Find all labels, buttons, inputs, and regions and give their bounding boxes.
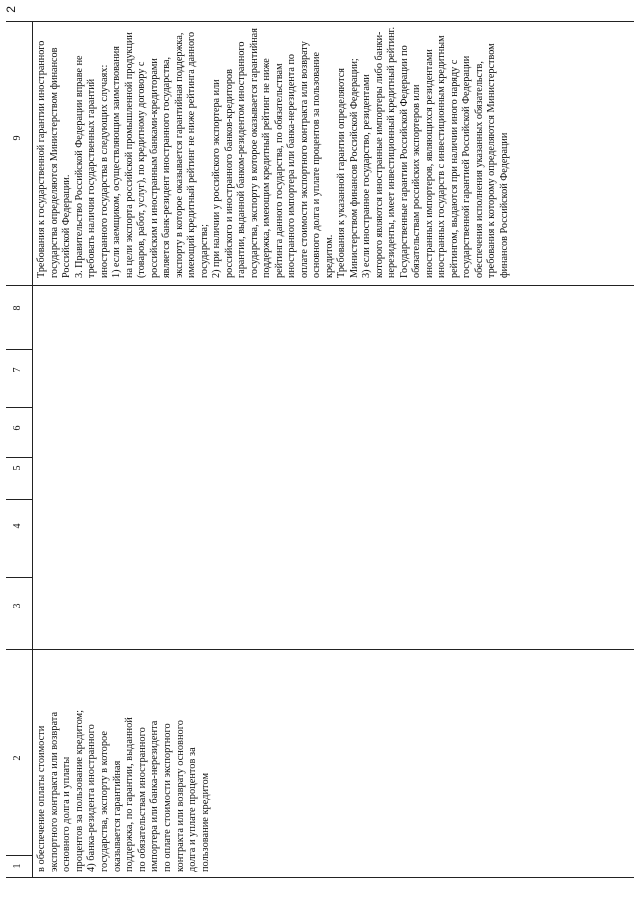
column-number-2: 2 xyxy=(12,755,23,761)
column-divider xyxy=(6,649,634,650)
column-number-6: 6 xyxy=(12,425,23,431)
column-number-3: 3 xyxy=(12,603,23,609)
column-9-text: Требования к государственной гарантии иностранного государства определяются Министерством финансов Российской Федерации. 3. Правительство Российской Федерации вправе не требовать наличия государственных гарантий иностранного государства в следующих случаях: 1) если заемщиком, осуществляющим заимствования на цели экспорта российской промышленной продукции (товаров, работ, услуг), по кредитному договору с российским и иностранным банками-кредиторами является банк-резидент иностранного государства, экспорту в которое оказывается гарантийная поддержка, имеющий кредитный рейтинг не ниже рейтинга данного государства; 2) при наличии у российского экспортера или российского и иностранного банков-кредиторов гарантии, выданной банком-резидентом иностранного государства, экспорту в которое оказывается гарантийная поддержка, имеющим кредитный рейтинг не ниже рейтинга данного государства, по обязательствам иностранного импортера или банка-нерезидента по оплате стоимости экспортного контракта или возврату основного долга и уплате процентов за пользование кредитом. Требования к указанной гарантии определяются Министерством финансов Российской Федерации; 3) если иностранное государство, резидентами которого являются иностранные импортеры либо банки- нерезиденты, имеет инвестиционный кредитный рейтинг. Государственные гарантии Российской Федерации по обязательствам российских экспортеров или иностранных импортеров, являющихся резидентами иностранных государств с инвестиционным кредитным рейтингом, выдаются при наличии иного наряду с государственной гарантией Российской Федерации обеспечения исполнения указанных обязательств, требования к которому определяются Министерством финансов Российской Федерации xyxy=(36,26,510,278)
column-divider xyxy=(6,577,32,578)
column-divider xyxy=(6,499,32,500)
column-divider xyxy=(6,457,32,458)
column-number-4: 4 xyxy=(12,523,23,529)
column-divider xyxy=(6,285,634,286)
column-2-text: в обеспечение оплаты стоимости экспортного контракта или возврата основного долга и уплаты процентов за пользование кредитом; 4) банка-резидента иностранного государства, экспорту в которое оказывается гарантийная поддержка, по гарантии, выданной по обязательствам иностранного импортера или банка-нерезидента по оплате стоимости экспортного контракта или возврату основного долга и уплате процентов за пользование кредитом xyxy=(36,709,211,872)
column-number-9: 9 xyxy=(12,135,23,141)
column-number-5: 5 xyxy=(12,465,23,471)
column-divider xyxy=(6,407,32,408)
column-number-1: 1 xyxy=(12,863,23,869)
column-number-8: 8 xyxy=(12,305,23,311)
page-number: 2 xyxy=(4,6,18,13)
column-number-7: 7 xyxy=(12,367,23,373)
column-number-row xyxy=(6,22,33,878)
legislative-table xyxy=(6,22,634,878)
column-divider xyxy=(6,855,32,856)
column-divider xyxy=(6,349,32,350)
table-left-border xyxy=(6,877,634,878)
